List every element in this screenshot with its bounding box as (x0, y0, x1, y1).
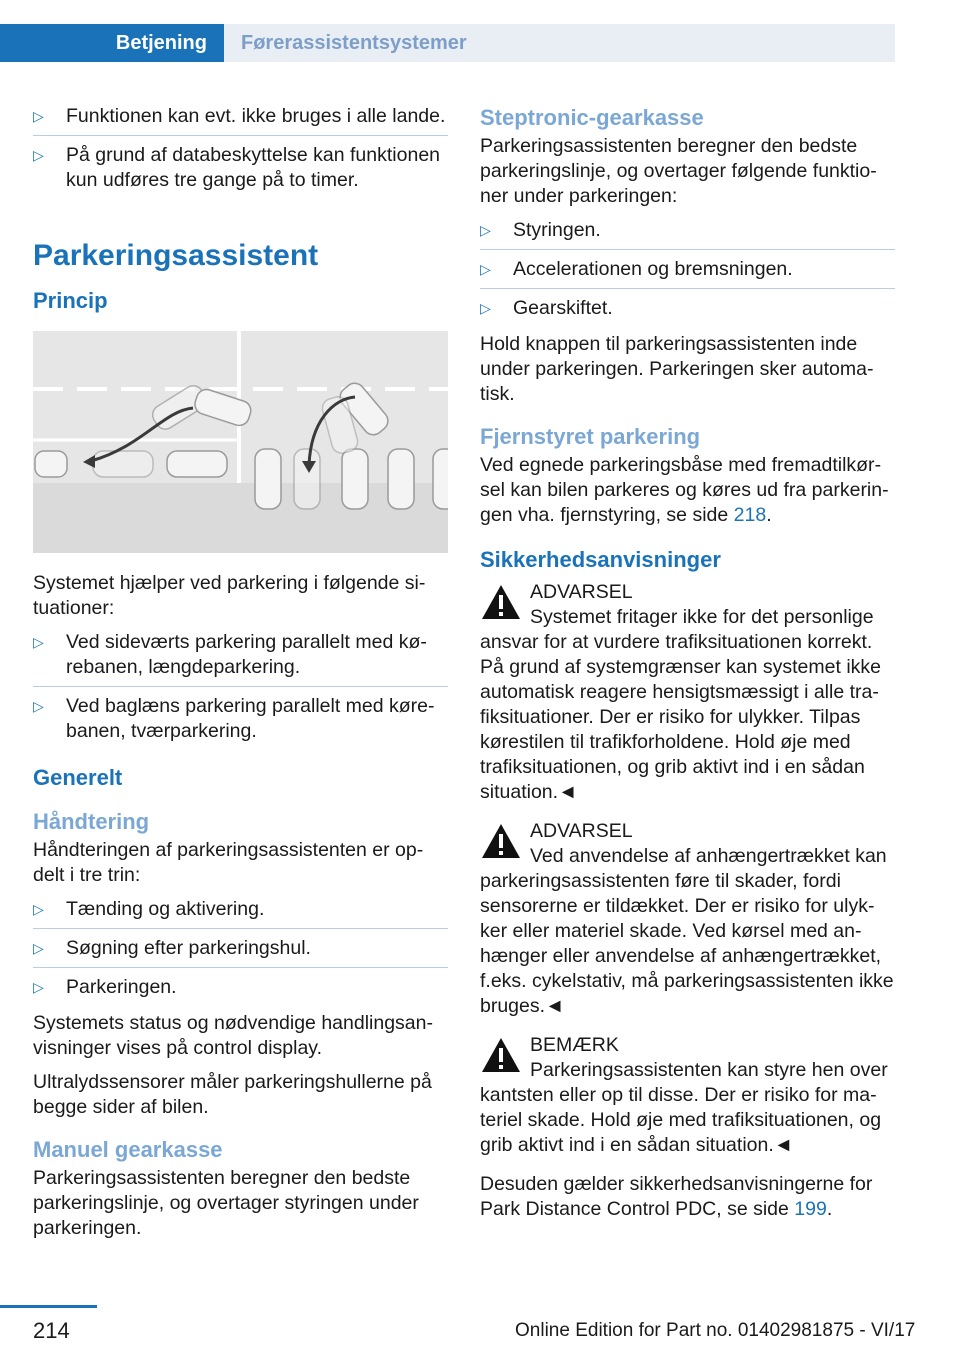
warning-triangle-icon (480, 822, 522, 860)
page-link-218[interactable]: 218 (733, 504, 767, 526)
notice-block (480, 1033, 895, 1158)
triangle-bullet-icon: ▷ (33, 108, 44, 124)
warning-block (480, 580, 895, 805)
intro-bullet-list (33, 104, 448, 199)
notice-triangle-icon (480, 1036, 522, 1074)
triangle-bullet-icon: ▷ (33, 979, 44, 995)
steps-list (33, 897, 448, 1002)
page-number: 214 (33, 1318, 70, 1343)
manuel-gearkasse-text: Parkeringsassistenten beregner den bedste parkeringslinje, og overtager styringen under parkeringen. (33, 1167, 419, 1239)
page-link-199[interactable]: 199 (794, 1198, 827, 1220)
triangle-bullet-icon: ▷ (33, 634, 44, 650)
notice-text: kantsten eller op til disse. Der er risiko for materiel skade. Hold øje med trafiksituationen, og grib aktivt ind i en sådan situation.◄ (480, 1084, 882, 1156)
triangle-bullet-icon: ▷ (480, 222, 491, 238)
section-tab-betjening[interactable]: Betjening (0, 24, 224, 62)
notice-title: BEMÆRK (530, 1034, 619, 1056)
warning-triangle-icon (480, 583, 522, 621)
situations-list (33, 630, 448, 750)
edition-text: Online Edition for Part no. 01402981875 - VI/17 (515, 1320, 916, 1341)
manuel-gearkasse-heading: Manuel gearkasse (33, 1137, 223, 1162)
list-item: ▷ Ved baglæns parkering parallelt med kørebanen, tværparkering. (33, 695, 435, 742)
warning-first-line: Systemet fritager ikke for det personlige (530, 606, 874, 628)
triangle-bullet-icon: ▷ (33, 698, 44, 714)
left-column (33, 104, 448, 1250)
page-header (0, 0, 895, 62)
sensor-paragraph: Ultralydssensorer måler parkeringshullerne på begge sider af bilen. (33, 1071, 432, 1118)
parking-diagram-image (33, 331, 448, 553)
list-item: ▷ Tænding og aktivering. (33, 897, 448, 929)
fjernstyret-heading: Fjernstyret parkering (480, 424, 701, 449)
section-title: Parkeringsassistent (33, 239, 319, 272)
hold-paragraph: Hold knappen til parkeringsassistenten inde under parkeringen. Parkeringen sker automatisk. (480, 333, 874, 405)
steptronic-list (480, 218, 895, 323)
list-item: ▷ Ved sideværts parkering parallelt med kørebanen, længdeparkering. (33, 630, 448, 687)
status-paragraph: Systemets status og nødvendige handlingsanvisninger vises på control display. (33, 1012, 433, 1059)
footer-accent-line (0, 1305, 97, 1308)
handtering-heading: Håndtering (33, 809, 150, 834)
triangle-bullet-icon: ▷ (33, 147, 44, 163)
warning-text: parkeringsassistenten føre til skader, fordi sensorerne er tildækket. Der er risiko for ulykker eller materiel skade. Ved kørsel med anhænger eller anvendelse af anhængertrækket, f.eks. cykelstativ, må parkeringsassistenten ikke bruges.◄ (480, 870, 894, 1017)
warning-title: ADVARSEL (530, 820, 633, 842)
list-item: ▷ Søgning efter parkeringshul. (33, 936, 448, 968)
fjernstyret-text: Ved egnede parkeringsbåse med fremadtilkørsel kan bilen parkeres og køres ud fra parkeringen vha. fjernstyring, se side 218. (480, 454, 889, 526)
triangle-bullet-icon: ▷ (33, 940, 44, 956)
steptronic-text: Parkeringsassistenten beregner den bedste parkeringslinje, og overtager følgende funktioner under parkeringen: (480, 135, 877, 207)
list-item: ▷ Styringen. (480, 218, 895, 250)
list-item: ▷ Parkeringen. (33, 976, 177, 998)
list-item: ▷ Funktionen kan evt. ikke bruges i alle lande. (33, 104, 448, 136)
generelt-heading: Generelt (33, 765, 123, 790)
warning-block (480, 819, 895, 1019)
sikkerhed-heading: Sikkerhedsanvisninger (480, 547, 721, 572)
warning-text: ansvar for at vurdere trafiksituationen korrekt. På grund af systemgrænser kan systemet ikke automatisk reagere hensigtsmæssigt i alle trafiksituationer. Der er risiko for ulykker. Tilpas kørestilen til trafikforholdene. Hold øje med trafiksituationen, og grib aktivt ind i en sådan situation.◄ (480, 631, 881, 803)
triangle-bullet-icon: ▷ (480, 300, 491, 316)
handtering-text: Håndteringen af parkeringsassistenten er opdelt i tre trin: (33, 839, 424, 886)
notice-first-line: Parkeringsassistenten kan styre hen over (530, 1059, 888, 1081)
right-column (480, 104, 895, 1231)
steptronic-heading: Steptronic-gearkasse (480, 105, 704, 130)
list-item: ▷ På grund af databeskyttelse kan funktionen kun udføres tre gange på to timer. (33, 144, 441, 191)
list-item: ▷ Accelerationen og bremsningen. (480, 257, 895, 289)
parking-illustration (33, 331, 448, 553)
desuden-paragraph: Desuden gælder sikkerhedsanvisningerne for Park Distance Control PDC, se side 199. (480, 1173, 873, 1220)
warning-first-line: Ved anvendelse af anhængertrækket kan (530, 845, 887, 867)
list-item: ▷ Gearskiftet. (480, 297, 613, 319)
princip-heading: Princip (33, 288, 108, 313)
situations-intro: Systemet hjælper ved parkering i følgende situationer: (33, 572, 426, 619)
warning-title: ADVARSEL (530, 581, 633, 603)
section-tab-forerassistentsystemer[interactable]: Førerassistentsystemer (224, 24, 895, 62)
triangle-bullet-icon: ▷ (33, 901, 44, 917)
triangle-bullet-icon: ▷ (480, 261, 491, 277)
